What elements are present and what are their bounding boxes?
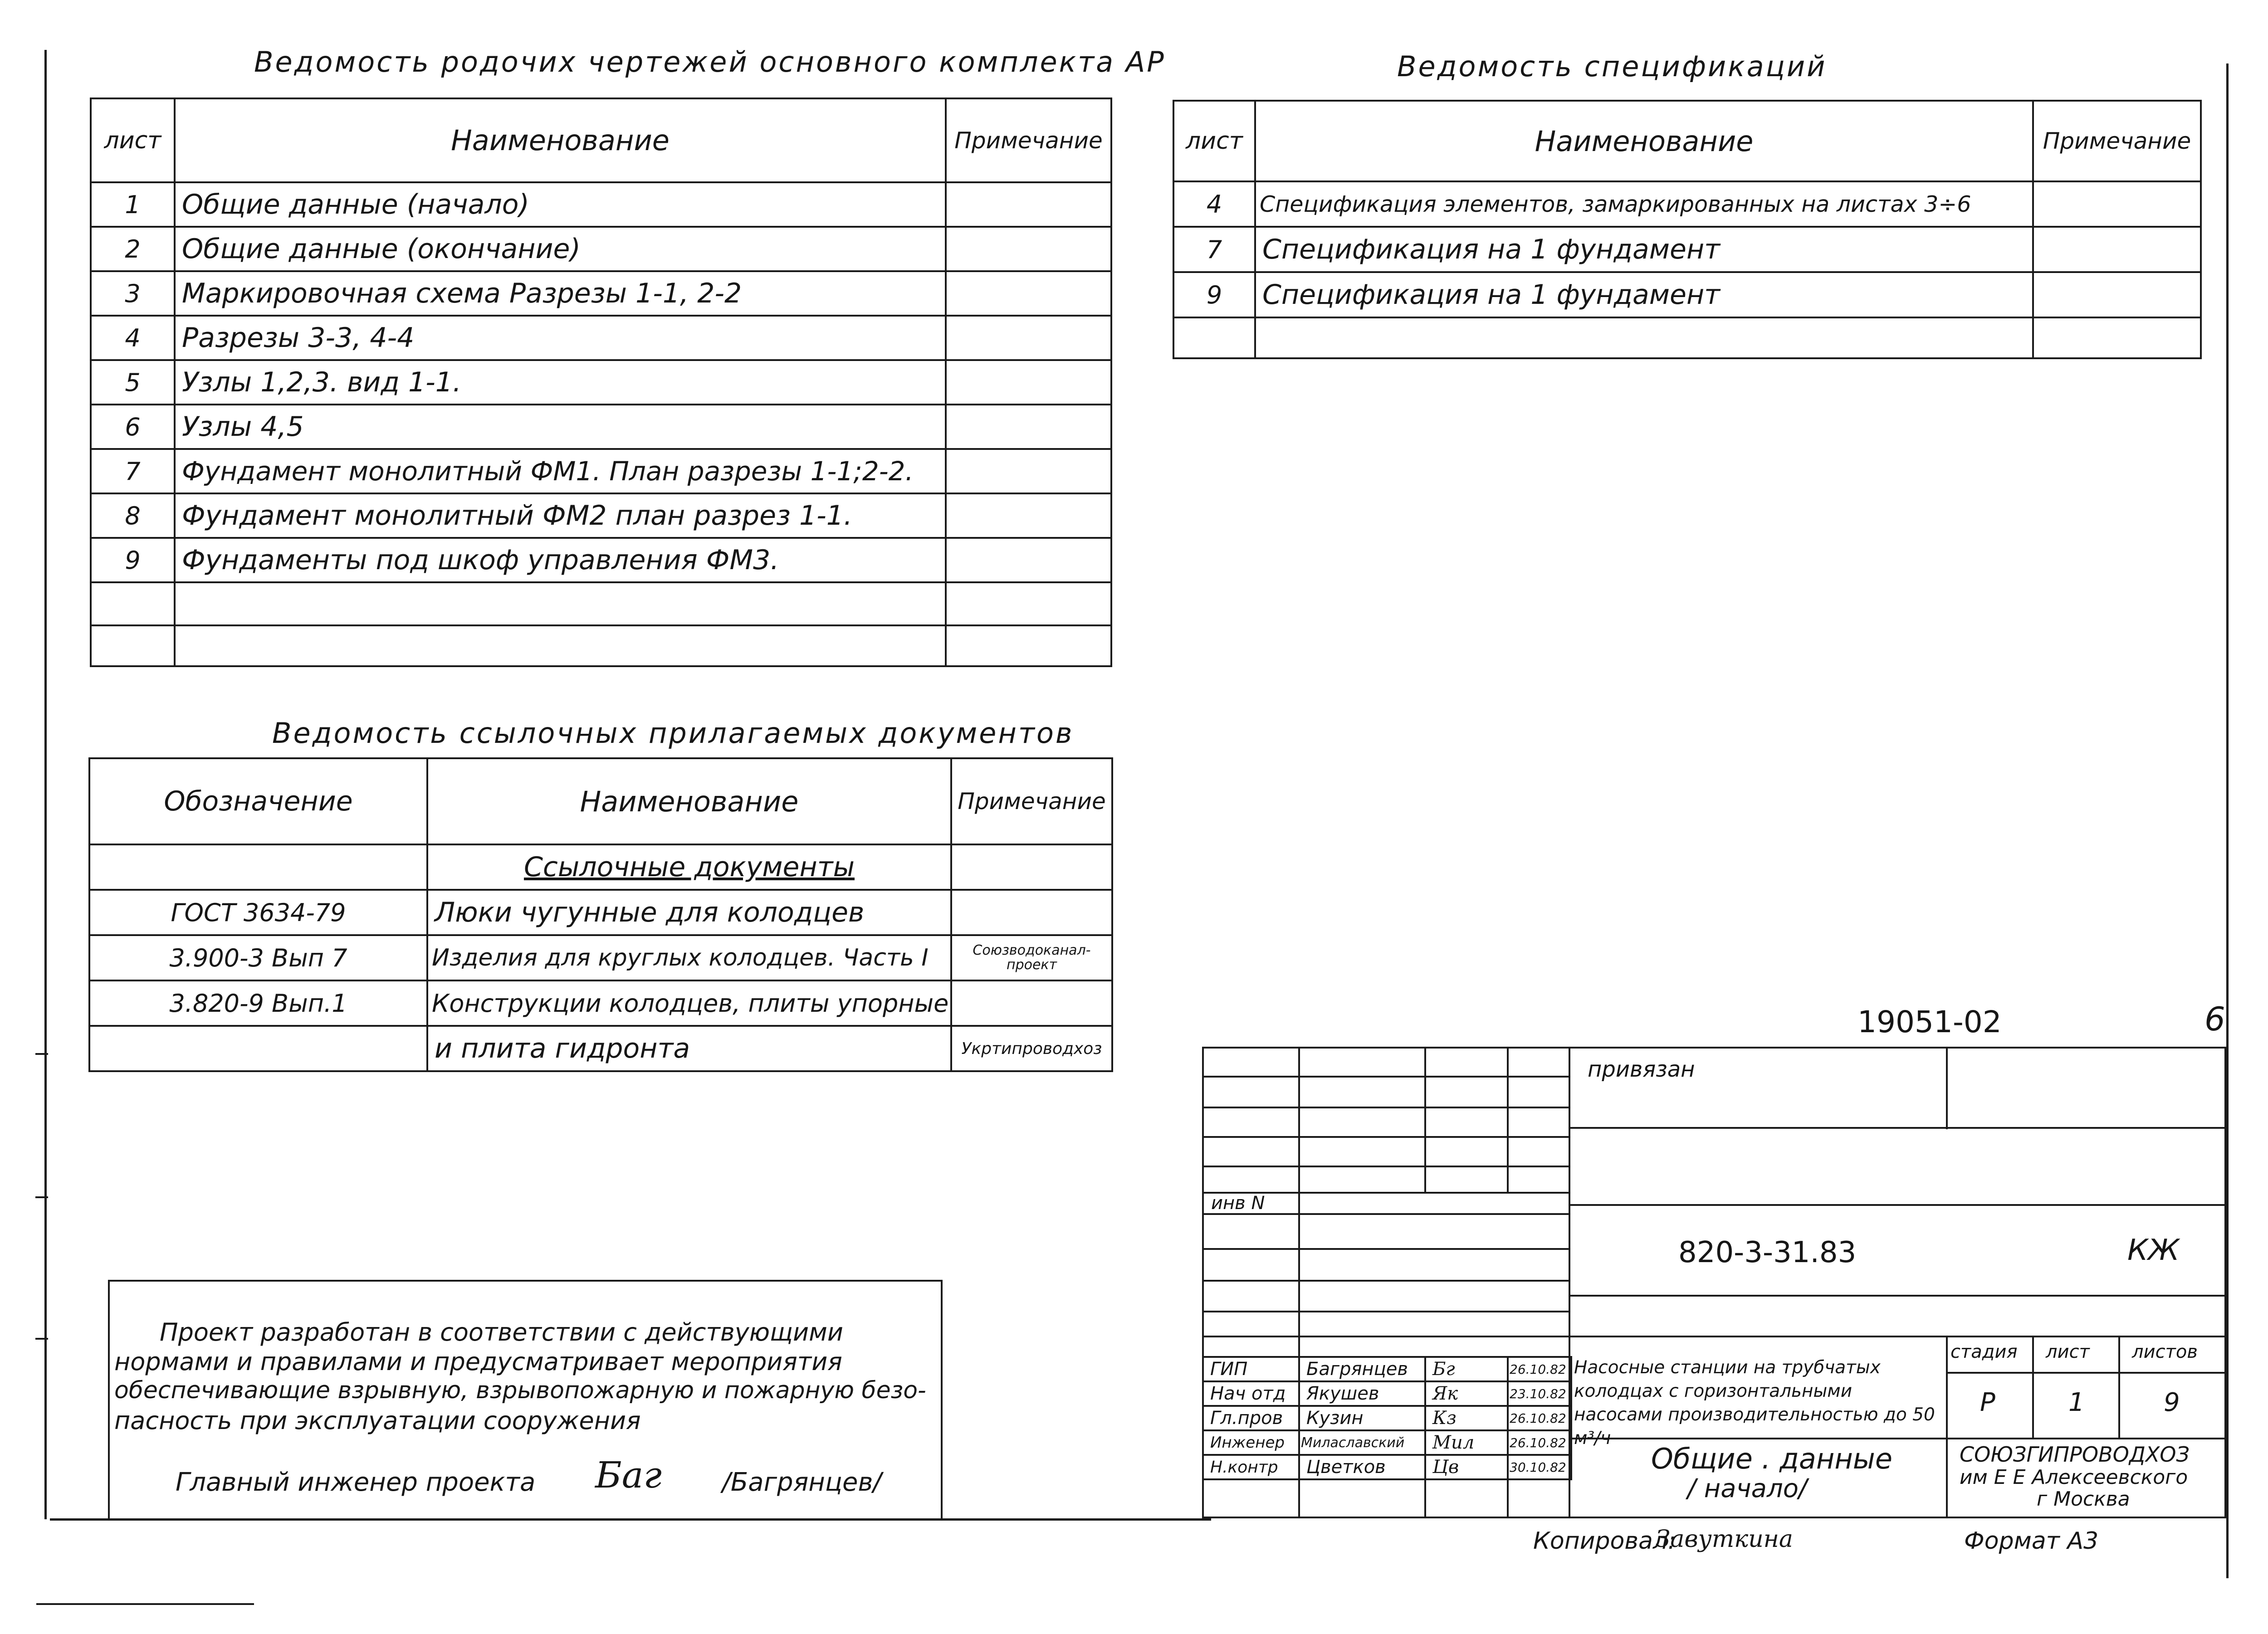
table-cell: 7 (91, 449, 175, 493)
staff-name: Кузин (1299, 1406, 1425, 1430)
staff-sign: Мил (1425, 1430, 1508, 1455)
project-code: 820-3-31.83 (1678, 1236, 1857, 1269)
chief-engineer-name: /Багрянцев/ (722, 1468, 882, 1497)
stage-label: стадия (1950, 1341, 2018, 1362)
table-cell: 8 (91, 493, 175, 538)
staff-date: 26.10.82 (1508, 1357, 1571, 1381)
stamp-hline (1202, 1136, 1570, 1138)
stamp-hline (1202, 1336, 1570, 1337)
stage-value: Р (1980, 1388, 1995, 1417)
table-cell: Изделия для круглых колодцев. Часть I (427, 935, 951, 980)
table-cell (91, 582, 175, 625)
refs-header-name: Наименование (427, 758, 951, 844)
staff-date: 23.10.82 (1508, 1381, 1571, 1406)
staff-date: 30.10.82 (1508, 1455, 1571, 1479)
table-cell: Фундамент монолитный ФМ1. План разрезы 1-1;2-2. (175, 449, 946, 493)
staff-role: Гл.пров (1203, 1406, 1299, 1430)
stamp-hline (1202, 1280, 1570, 1282)
stamp-hline (1569, 1204, 2226, 1206)
stamp-vline (2032, 1336, 2034, 1438)
table-cell (951, 890, 1112, 935)
project-mark: КЖ (2127, 1234, 2180, 1267)
drawings-list-title: Ведомость родочих чертежей основного комплекта АР (254, 45, 1166, 78)
table-cell: 9 (1173, 272, 1255, 317)
stamp-hline (1569, 1127, 2226, 1129)
left-tick-2 (35, 1196, 48, 1198)
stamp-hline (1202, 1248, 1570, 1250)
bound-label: привязан (1588, 1057, 1695, 1082)
staff-date: 26.10.82 (1508, 1406, 1571, 1430)
specs-header-sheet: лист (1173, 101, 1255, 181)
stamp-hline (1569, 1295, 2226, 1297)
refs-table (88, 757, 1113, 1072)
staff-sign: Кз (1425, 1406, 1508, 1430)
drawings-header-name: Наименование (175, 98, 946, 182)
inv-label: инв N (1211, 1193, 1265, 1214)
table-cell (2033, 317, 2201, 358)
staff-role: Н.контр (1203, 1455, 1299, 1479)
table-cell (946, 182, 1111, 227)
table-cell: Разрезы 3-3, 4-4 (175, 316, 946, 360)
specs-header-name: Наименование (1255, 101, 2033, 181)
table-cell (91, 625, 175, 666)
table-cell: Люки чугунные для колодцев (427, 890, 951, 935)
table-cell: 7 (1173, 227, 1255, 272)
org-line-3: г Москва (2037, 1488, 2130, 1511)
staff-name: Якушев (1299, 1381, 1425, 1406)
staff-name: Милаславский (1299, 1430, 1425, 1455)
table-cell (175, 625, 946, 666)
org-line-2: им Е Е Алексеевского (1960, 1466, 2188, 1489)
table-cell (951, 980, 1112, 1026)
table-cell (2033, 272, 2201, 317)
table-cell: 1 (91, 182, 175, 227)
table-cell: 3.900-3 Вып 7 (89, 935, 427, 980)
table-cell: Спецификация на 1 фундамент (1255, 227, 2033, 272)
right-border (2226, 63, 2229, 1578)
refs-header-code: Обозначение (89, 758, 427, 844)
left-border (44, 50, 47, 1519)
table-cell: 3.820-9 Вып.1 (89, 980, 427, 1026)
sheet-title-line-2: / начало/ (1687, 1474, 1807, 1503)
staff-role: ГИП (1203, 1357, 1299, 1381)
table-cell: 3 (91, 271, 175, 316)
table-cell: Маркировочная схема Разрезы 1-1, 2-2 (175, 271, 946, 316)
table-cell: 5 (91, 360, 175, 405)
drawings-header-note: Примечание (946, 98, 1111, 182)
stamp-hline (1569, 1336, 2226, 1337)
table-cell: 9 (91, 538, 175, 582)
table-cell: Спецификация элементов, замаркированных на листах 3÷6 (1255, 181, 2033, 227)
table-cell (175, 582, 946, 625)
project-name: Насосные станции на трубчатых колодцах с горизонтальными насосами производительностью до 50 м³/ч (1574, 1357, 1935, 1449)
table-cell (946, 538, 1111, 582)
table-cell (89, 844, 427, 890)
table-cell: Фундамент монолитный ФМ2 план разрез 1-1. (175, 493, 946, 538)
stamp-hline (1202, 1311, 1570, 1312)
table-cell (946, 271, 1111, 316)
stamp-vline (2118, 1336, 2120, 1438)
table-cell (946, 493, 1111, 538)
staff-sign: Як (1425, 1381, 1508, 1406)
table-cell: 2 (91, 227, 175, 271)
stamp-vline (1946, 1336, 1948, 1518)
table-cell: 4 (91, 316, 175, 360)
compliance-note-box (108, 1280, 943, 1520)
table-cell: Фундаменты под шкоф управления ФМ3. (175, 538, 946, 582)
stamp-hline (1946, 1372, 2226, 1374)
left-tick-3 (35, 1338, 48, 1340)
copied-label: Копировал: (1533, 1527, 1676, 1555)
table-cell: ГОСТ 3634-79 (89, 890, 427, 935)
left-tick-1 (35, 1053, 48, 1055)
table-cell (946, 227, 1111, 271)
format-label: Формат А3 (1964, 1527, 2099, 1555)
staff-sign: Бг (1425, 1357, 1508, 1381)
table-cell (2033, 181, 2201, 227)
bottom-scan-line (36, 1603, 254, 1605)
table-cell: Общие данные (окончание) (175, 227, 946, 271)
chief-signature: Бaг (595, 1454, 662, 1496)
compliance-line-1: Проект разработан в соответствии с действующими (160, 1318, 843, 1346)
table-cell (946, 449, 1111, 493)
stamp-vline (1424, 1047, 1426, 1192)
table-cell: Конструкции колодцев, плиты упорные (427, 980, 951, 1026)
staff-role: Нач отд (1203, 1381, 1299, 1406)
stamp-hline (1202, 1166, 1570, 1167)
table-cell (1255, 317, 2033, 358)
table-cell: 4 (1173, 181, 1255, 227)
sheets-value: 9 (2164, 1388, 2180, 1417)
chief-engineer-label: Главный инженер проекта (176, 1468, 536, 1497)
compliance-line-4: пасность при эксплуатации сооружения (114, 1406, 641, 1435)
table-cell (946, 360, 1111, 405)
table-cell: Укртипроводхоз (951, 1026, 1112, 1071)
table-cell (946, 582, 1111, 625)
table-cell (951, 844, 1112, 890)
table-cell (89, 1026, 427, 1071)
table-cell: Спецификация на 1 фундамент (1255, 272, 2033, 317)
staff-date: 26.10.82 (1508, 1430, 1571, 1455)
staff-name: Цветков (1299, 1455, 1425, 1479)
table-cell (946, 316, 1111, 360)
table-cell (946, 405, 1111, 449)
sheet-label: лист (2046, 1341, 2090, 1362)
table-cell (946, 625, 1111, 666)
stamp-vline (1946, 1047, 1948, 1129)
compliance-line-2: нормами и правилами и предусматривает мероприятия (114, 1347, 842, 1376)
staff-name: Багрянцев (1299, 1357, 1425, 1381)
staff-sign: Цв (1425, 1455, 1508, 1479)
org-line-1: СОЮЗГИПРОВОДХОЗ (1960, 1442, 2190, 1467)
compliance-line-3: обеспечивающие взрывную, взрывопожарную и пожарную безо- (114, 1377, 926, 1404)
drawings-table (90, 98, 1112, 667)
sheet-value: 1 (2068, 1388, 2085, 1417)
page-number: 6 (2204, 1000, 2225, 1038)
refs-list-title: Ведомость ссылочных прилагаемых документов (272, 717, 1074, 750)
refs-header-note: Примечание (951, 758, 1112, 844)
stamp-hline (1202, 1076, 1570, 1078)
table-cell: 6 (91, 405, 175, 449)
drawings-header-sheet: лист (91, 98, 175, 182)
copied-name: Завуткина (1656, 1526, 1793, 1553)
staff-table (1202, 1356, 1572, 1480)
staff-role: Инженер (1203, 1430, 1299, 1455)
table-cell: Узлы 1,2,3. вид 1-1. (175, 360, 946, 405)
stamp-vline (1507, 1047, 1509, 1192)
table-cell: Общие данные (начало) (175, 182, 946, 227)
table-cell: и плита гидронта (427, 1026, 951, 1071)
sheet-title-line-1: Общие . данные (1651, 1442, 1893, 1475)
table-cell: Ссылочные документы (427, 844, 951, 890)
table-cell: Узлы 4,5 (175, 405, 946, 449)
specs-table (1173, 100, 2202, 359)
stamp-hline (1202, 1107, 1570, 1108)
table-cell (2033, 227, 2201, 272)
specs-header-note: Примечание (2033, 101, 2201, 181)
table-cell (1173, 317, 1255, 358)
specs-list-title: Ведомость спецификаций (1397, 50, 1827, 83)
doc-number: 19051-02 (1857, 1005, 2002, 1039)
sheets-label: листов (2132, 1341, 2198, 1362)
table-cell: Союзводоканал-проект (951, 935, 1112, 980)
